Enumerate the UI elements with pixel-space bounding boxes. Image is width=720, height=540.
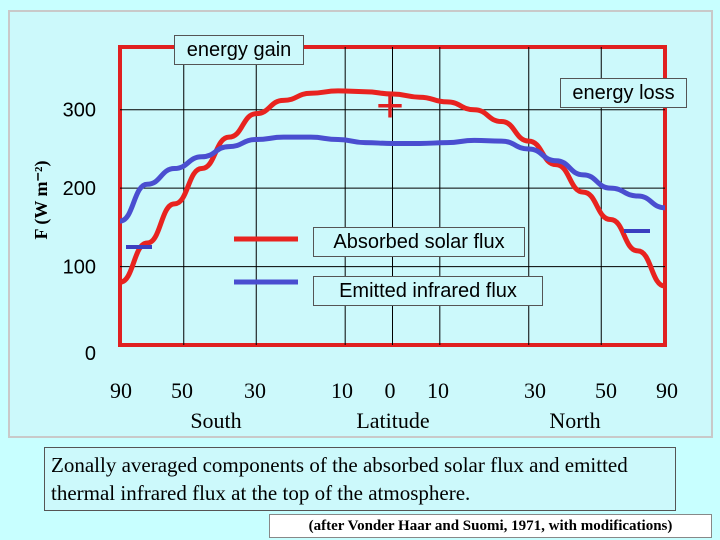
x-axis-label: Latitude [356,408,430,433]
x-tick-label: 0 [384,378,396,403]
energy-loss-label: energy loss [560,78,687,108]
y-tick-label: 200 [62,178,96,201]
x-tick-label: 50 [595,378,617,403]
x-tick-label: 90 [110,378,132,403]
legend-infrared-label: Emitted infrared flux [313,276,543,306]
y-tick-label: 300 [62,99,96,122]
x-tick-label: 30 [244,378,266,403]
x-tick-label: 10 [331,378,353,403]
y-tick-label: 100 [62,256,96,279]
figure-caption: Zonally averaged components of the absorbed solar flux and emitted thermal infrared flux at the top of the atmosphere. [44,447,676,511]
x-tick-label: 30 [524,378,546,403]
y-axis-label: F (W m⁻²) [31,160,51,240]
source-citation: (after Vonder Haar and Suomi, 1971, with modifications) [269,514,712,538]
energy-gain-label: energy gain [174,35,304,65]
plus-sign: + [375,80,405,133]
legend-solar-label: Absorbed solar flux [313,227,525,257]
y-tick-label: 0 [84,343,96,365]
x-tick-label: 50 [171,378,193,403]
south-label: South [190,408,242,433]
x-tick-label: 10 [427,378,449,403]
x-tick-label: 90 [656,378,678,403]
north-label: North [549,408,601,433]
